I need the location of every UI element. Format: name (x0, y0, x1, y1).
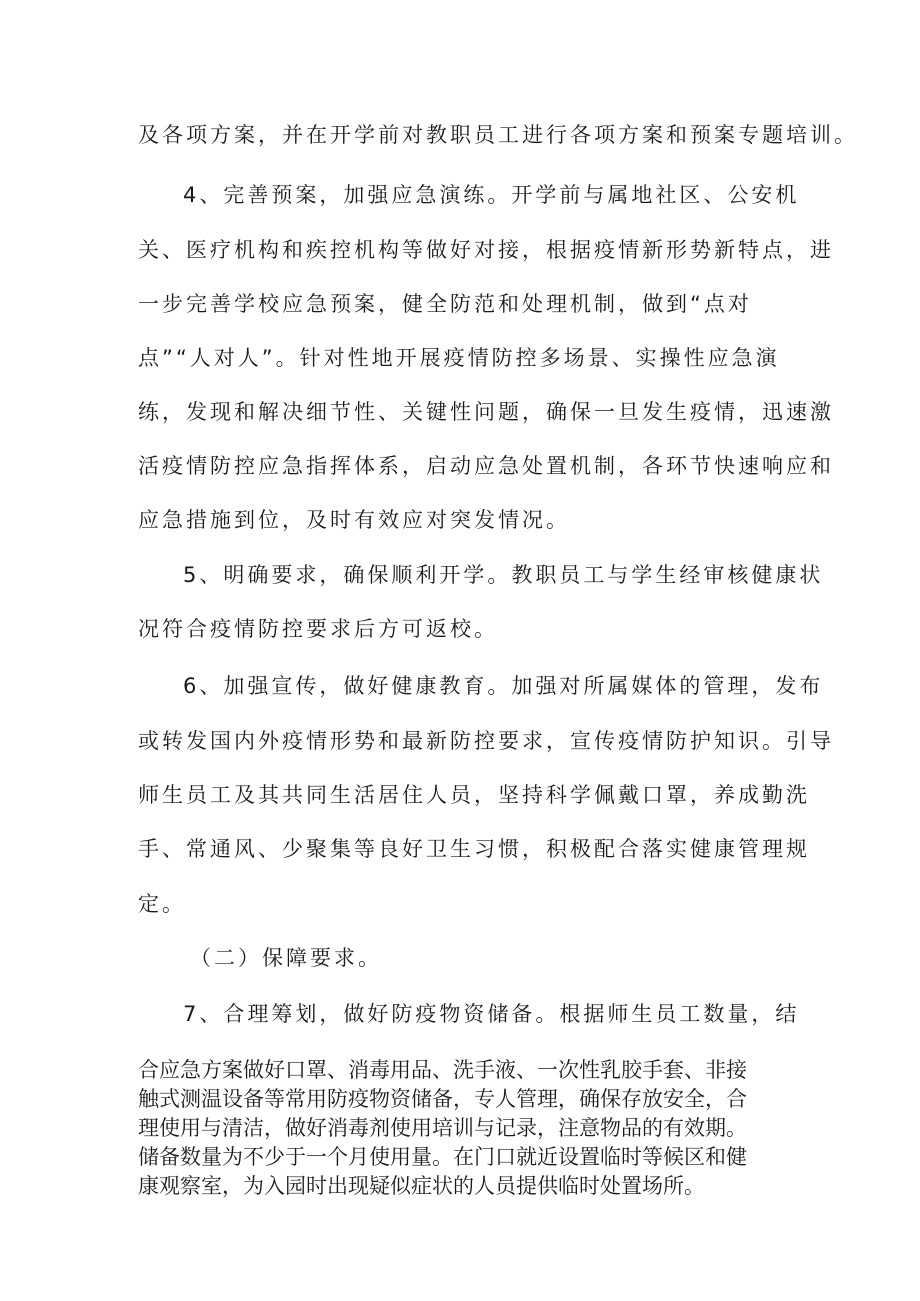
text-line: 应急措施到位，及时有效应对突发情况。 (138, 508, 570, 532)
text-line: 合应急方案做好口罩、消毒用品、洗手液、一次性乳胶手套、非接 (138, 1058, 747, 1082)
text-line: 7、合理筹划，做好防疫物资储备。根据师生员工数量，结 (183, 1002, 800, 1026)
text-line: 活疫情防控应急指挥体系，启动应急处置机制，各环节快速响应和 (138, 454, 834, 478)
text-line: 储备数量为不少于一个月使用量。在门口就近设置临时等候区和健 (138, 1145, 747, 1169)
text-line: 或转发国内外疫情形势和最新防控要求，宣传疫情防护知识。引导 (138, 729, 834, 753)
text-line: 关、医疗机构和疾控机构等做好对接，根据疫情新形势新特点，进 (138, 238, 834, 262)
text-line: 定。 (138, 892, 186, 916)
text-line: 4、完善预案，加强应急演练。开学前与属地社区、公安机 (183, 183, 800, 207)
text-line: 及各项方案，并在开学前对教职员工进行各项方案和预案专题培训。 (138, 123, 858, 147)
text-line: 一步完善学校应急预案，健全防范和处理机制，做到“点对 (138, 292, 752, 316)
section-heading: （二）保障要求。 (190, 946, 382, 970)
text-line: 师生员工及其共同生活居住人员，坚持科学佩戴口罩，养成勤洗 (138, 783, 810, 807)
text-line: 理使用与清洁，做好消毒剂使用培训与记录，注意物品的有效期。 (138, 1116, 747, 1140)
text-line: 点”“人对人”。针对性地开展疫情防控多场景、实操性应急演 (138, 346, 780, 370)
text-line: 触式测温设备等常用防疫物资储备，专人管理，确保存放安全，合 (138, 1087, 747, 1111)
text-line: 6、加强宣传，做好健康教育。加强对所属媒体的管理，发布 (183, 674, 824, 698)
text-line: 况符合疫情防控要求后方可返校。 (138, 617, 498, 641)
text-line: 练，发现和解决细节性、关键性问题，确保一旦发生疫情，迅速激 (138, 400, 834, 424)
text-line: 手、常通风、少聚集等良好卫生习惯，积极配合落实健康管理规 (138, 837, 810, 861)
text-line: 康观察室，为入园时出现疑似症状的人员提供临时处置场所。 (138, 1174, 705, 1198)
text-line: 5、明确要求，确保顺利开学。教职员工与学生经审核健康状 (183, 563, 824, 587)
